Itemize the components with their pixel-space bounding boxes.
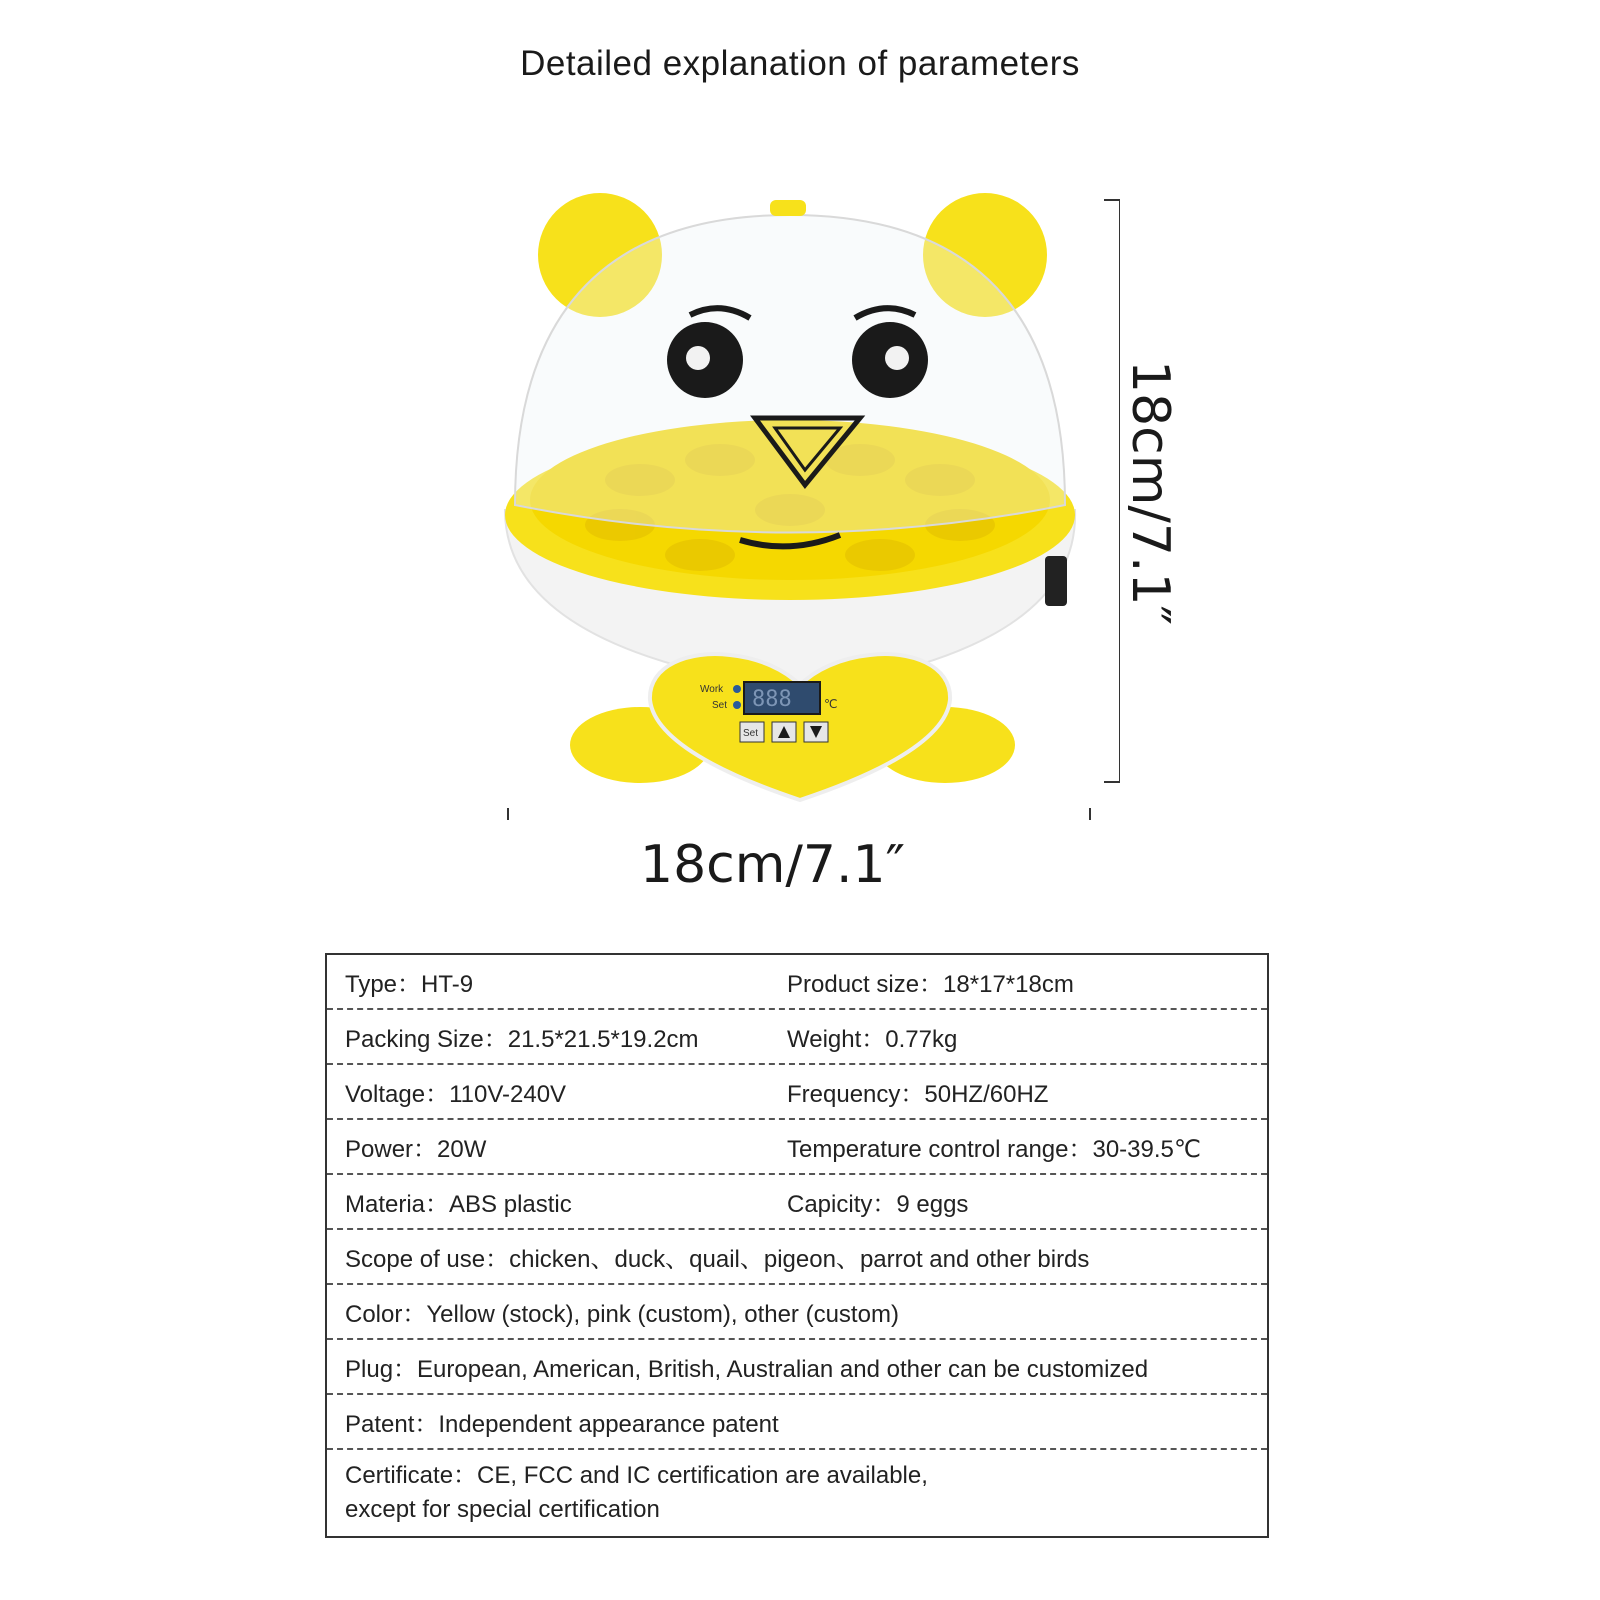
table-row (327, 955, 1267, 1010)
height-dimension-line (1104, 200, 1120, 782)
spec-type: Type：HT-9 (345, 971, 474, 998)
table-row (327, 1065, 1267, 1120)
spec-patent: Patent：Independent appearance patent (345, 1411, 779, 1438)
svg-text:Set: Set (743, 728, 759, 739)
spec-certificate (327, 1459, 928, 1527)
spec-scope-of-use: Scope of use：chicken、duck、quail、pigeon、parrot and other birds (345, 1246, 1090, 1273)
spec-frequency: Frequency：50HZ/60HZ (787, 1081, 1049, 1108)
spec-material: Materia：ABS plastic (345, 1191, 572, 1218)
table-row (327, 1120, 1267, 1175)
certificate-line-1: Certificate：CE, FCC and IC certification are available, (345, 1462, 928, 1489)
certificate-line-2: except for special certification (345, 1496, 660, 1523)
page-title: Detailed explanation of parameters (520, 44, 1080, 83)
dome-handle (770, 200, 806, 216)
spec-packing-size: Packing Size：21.5*21.5*19.2cm (345, 1026, 699, 1053)
table-row (327, 1230, 1267, 1285)
table-row (327, 1395, 1267, 1450)
spec-weight: Weight：0.77kg (787, 1026, 958, 1053)
spec-product-size: Product size：18*17*18cm (787, 971, 1074, 998)
height-dimension-label: 18cm/7.1″ (1120, 360, 1180, 626)
width-dimension-label: 18cm/7.1″ (640, 835, 906, 895)
spec-temperature-range: Temperature control range：30-39.5℃ (787, 1136, 1201, 1163)
celsius-unit: ℃ (824, 697, 838, 711)
width-dimension-line (508, 808, 1090, 820)
incubator-product-image (480, 180, 1120, 820)
power-socket (1045, 556, 1067, 606)
table-row (327, 1285, 1267, 1340)
table-row (327, 1010, 1267, 1065)
set-indicator-label: Set (712, 700, 728, 711)
spec-capacity: Capicity：9 eggs (787, 1191, 969, 1218)
spec-table (325, 953, 1269, 1538)
spec-plug: Plug：European, American, British, Australian and other can be customized (345, 1356, 1149, 1383)
table-row (327, 1450, 1267, 1536)
table-row (327, 1340, 1267, 1395)
spec-power: Power：20W (345, 1136, 487, 1163)
work-indicator-label: Work (700, 684, 724, 695)
table-row (327, 1175, 1267, 1230)
svg-text:888: 888 (752, 687, 792, 712)
spec-color: Color：Yellow (stock), pink (custom), other (custom) (345, 1301, 899, 1328)
spec-voltage: Voltage：110V-240V (345, 1081, 567, 1108)
